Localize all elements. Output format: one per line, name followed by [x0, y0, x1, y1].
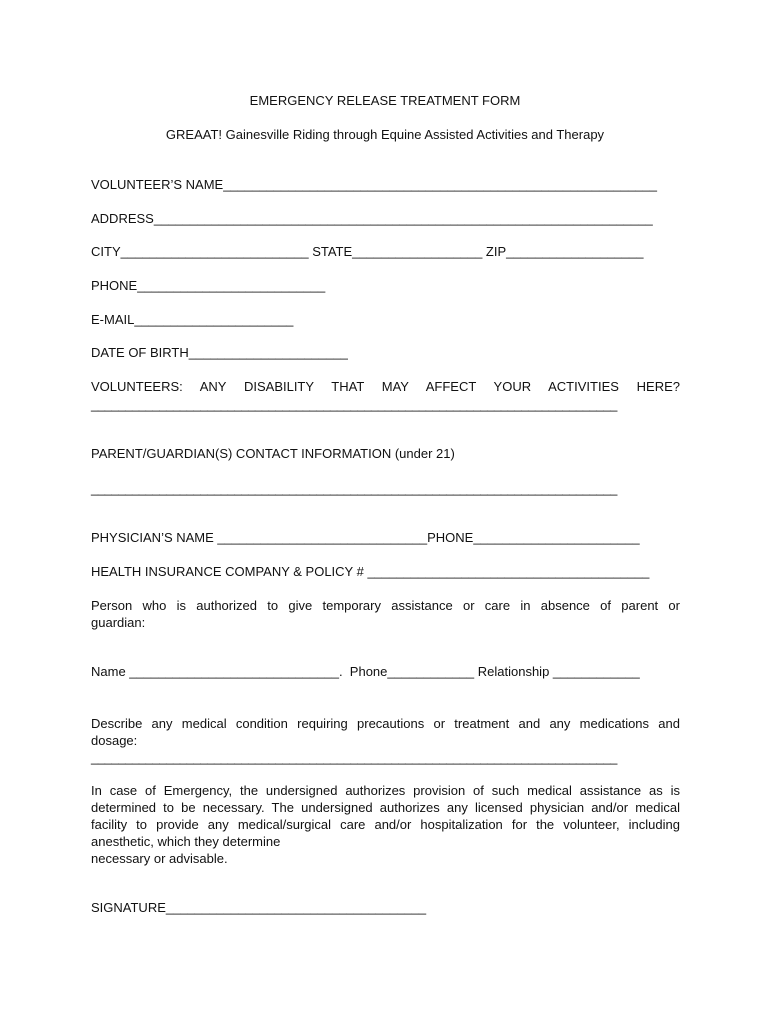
- medical-condition-text: [91, 715, 680, 749]
- emergency-authorization-text: [91, 782, 680, 867]
- emergency-line: necessary or advisable.: [91, 851, 228, 866]
- authorized-line: Person who is authorized to give temporary assistance or care in absence of parent or: [91, 598, 680, 613]
- authorized-person-text: [91, 597, 680, 631]
- phone-field[interactable]: PHONE__________________________: [91, 278, 326, 293]
- volunteer-name-field[interactable]: VOLUNTEER’S NAME____________________________________________________________: [91, 177, 657, 192]
- parent-contact-label: PARENT/GUARDIAN(S) CONTACT INFORMATION (under 21): [91, 446, 455, 461]
- email-field[interactable]: E-MAIL______________________: [91, 312, 294, 327]
- disability-answer-blank[interactable]: _____________________________________________________________________________: [91, 397, 617, 412]
- insurance-field[interactable]: HEALTH INSURANCE COMPANY & POLICY # _______________________________________: [91, 564, 650, 579]
- medical-condition-blank[interactable]: _____________________________________________________________________________: [91, 750, 617, 765]
- authorized-line: guardian:: [91, 615, 146, 630]
- emergency-line: facility to provide any medical/surgical care and/or hospitalization for the volunteer, including: [91, 817, 680, 832]
- emergency-line: anesthetic, which they determine: [91, 834, 281, 849]
- form-subtitle: GREAAT! Gainesville Riding through Equine Assisted Activities and Therapy: [165, 127, 605, 142]
- emergency-line: determined to be necessary. The undersigned authorizes any licensed physician and/or medical: [91, 800, 680, 815]
- disability-question: VOLUNTEERS: ANY DISABILITY THAT MAY AFFECT YOUR ACTIVITIES HERE?: [91, 379, 680, 394]
- city-state-zip-field[interactable]: CITY__________________________ STATE__________________ ZIP___________________: [91, 244, 644, 259]
- address-field[interactable]: ADDRESS_____________________________________________________________________: [91, 211, 653, 226]
- emergency-contact-field[interactable]: Name _____________________________. Phone____________ Relationship ____________: [91, 664, 640, 679]
- signature-field[interactable]: SIGNATURE____________________________________: [91, 900, 427, 915]
- date-of-birth-field[interactable]: DATE OF BIRTH______________________: [91, 345, 348, 360]
- form-title: EMERGENCY RELEASE TREATMENT FORM: [249, 93, 521, 108]
- physician-field[interactable]: PHYSICIAN’S NAME _____________________________PHONE_______________________: [91, 530, 640, 545]
- medical-line: dosage:: [91, 733, 138, 748]
- emergency-line: In case of Emergency, the undersigned authorizes provision of such medical assistance as is: [91, 783, 680, 798]
- medical-line: Describe any medical condition requiring precautions or treatment and any medications and: [91, 716, 680, 731]
- parent-contact-blank[interactable]: _____________________________________________________________________________: [91, 481, 617, 496]
